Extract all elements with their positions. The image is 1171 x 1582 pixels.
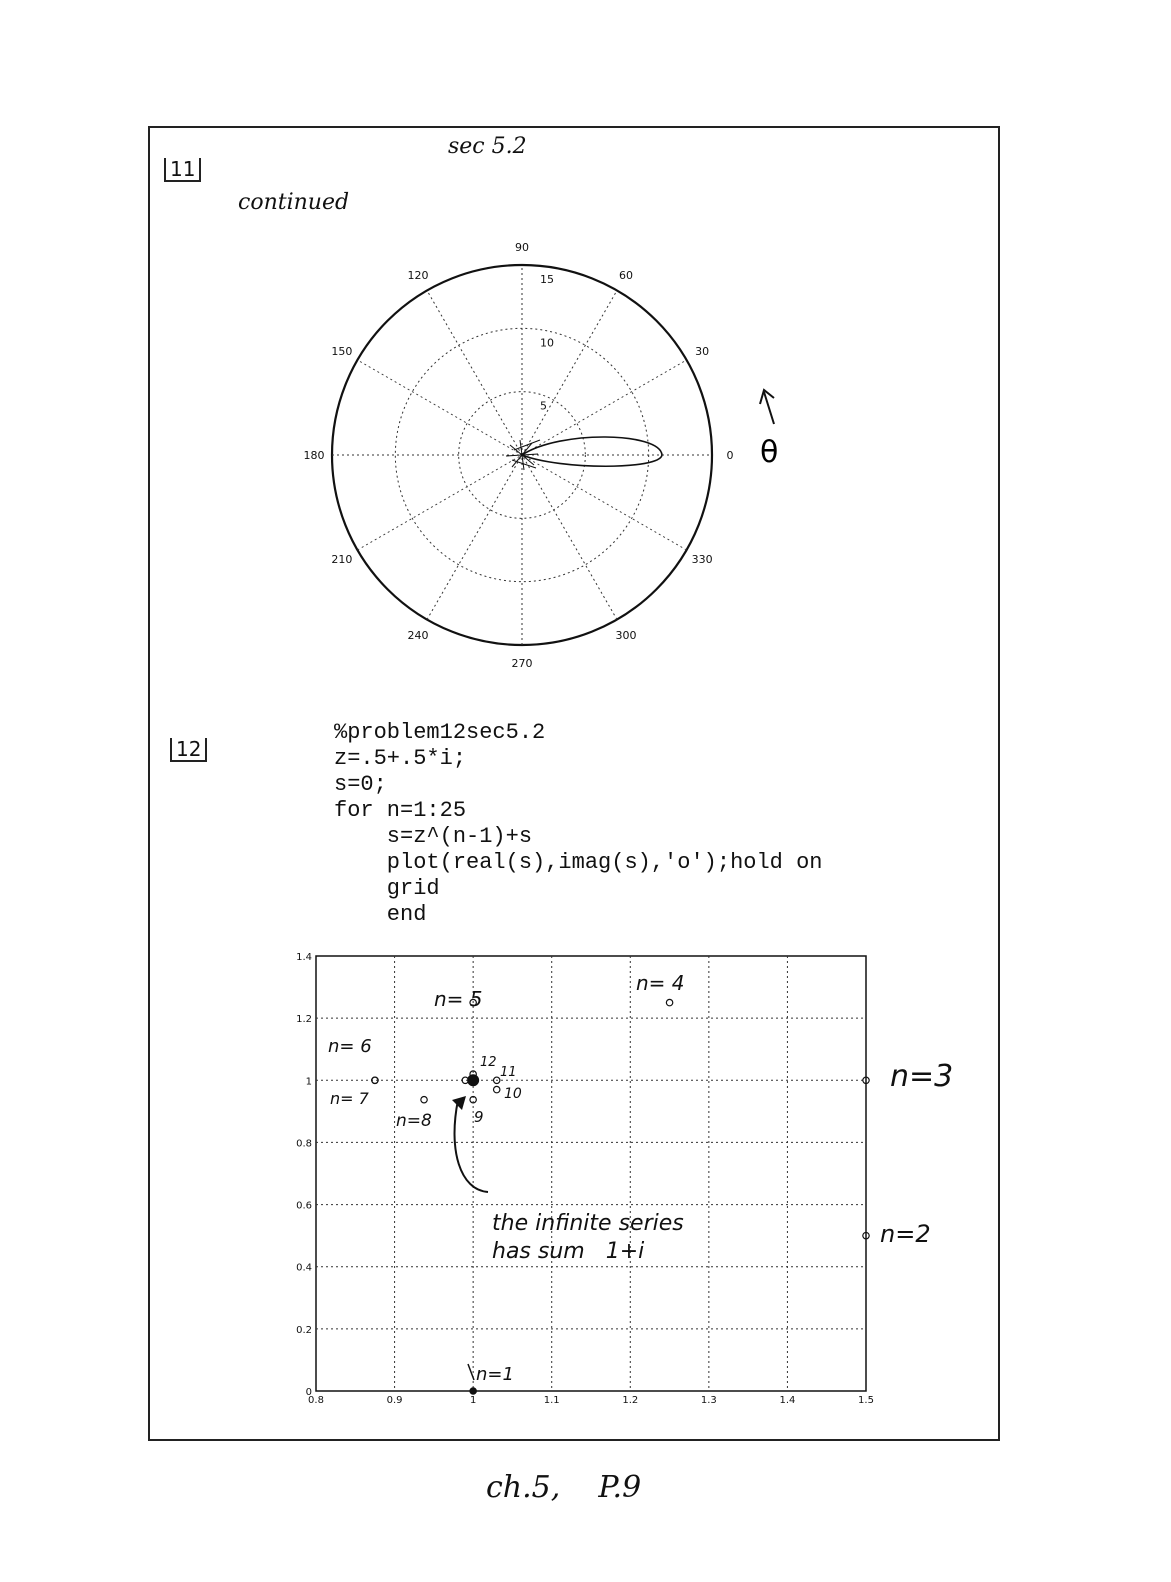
y-tick-label: 0.4: [296, 1262, 312, 1274]
label-n11: 11: [500, 1065, 517, 1080]
x-tick-label: 1.5: [858, 1395, 874, 1406]
code-line: grid: [334, 876, 440, 901]
label-n9: 9: [474, 1108, 484, 1126]
y-tick-label: 1.2: [296, 1014, 312, 1026]
polar-angle-label: 330: [691, 553, 713, 566]
y-tick-label: 1.4: [296, 952, 312, 963]
label-n10: 10: [504, 1086, 522, 1102]
section-label: sec 5.2: [448, 134, 527, 159]
x-tick-label: 0.8: [308, 1395, 324, 1406]
polar-angle-label: 90: [515, 241, 529, 254]
polar-angle-label: 150: [331, 345, 353, 358]
problem-11-number: 11: [164, 158, 201, 182]
polar-angle-label: 300: [615, 629, 637, 643]
theta-arrow: [760, 390, 774, 424]
label-n6: n= 6: [328, 1036, 372, 1057]
label-n3: n=3: [890, 1059, 954, 1094]
polar-angle-label: 0: [726, 449, 734, 462]
code-line: plot(real(s),imag(s),'o');hold on: [334, 850, 823, 875]
continued-label: continued: [238, 190, 350, 215]
theta-label: θ: [760, 435, 779, 470]
code-line: s=0;: [334, 772, 387, 797]
code-line: end: [334, 902, 427, 927]
polar-angle-label: 180: [303, 449, 325, 462]
label-n1: n=1: [476, 1364, 514, 1385]
note-line-2: has sum 1+i: [492, 1239, 645, 1264]
polar-angle-label: 240: [407, 629, 429, 643]
polar-angle-label: 270: [511, 657, 533, 670]
polar-angle-label: 210: [331, 553, 353, 566]
code-line: z=.5+.5*i;: [334, 746, 467, 771]
problem-12-number: 12: [170, 738, 207, 762]
polar-radius-label: 5: [540, 399, 547, 413]
polar-angle-label: 30: [695, 345, 710, 358]
label-n5: n= 5: [434, 987, 483, 1011]
polar-angle-label: 60: [619, 268, 633, 282]
y-tick-label: 1: [305, 1076, 312, 1088]
label-n2: n=2: [880, 1220, 931, 1248]
x-tick-label: 1: [469, 1395, 477, 1406]
y-tick-label: 0.2: [296, 1324, 312, 1336]
label-n4: n= 4: [636, 971, 685, 995]
polar-plot: [0, 0, 1171, 720]
code-line: %problem12sec5.2: [334, 720, 546, 745]
y-tick-label: 0.6: [296, 1200, 312, 1212]
x-tick-label: 1.2: [622, 1395, 639, 1406]
x-tick-label: 1.1: [543, 1395, 560, 1406]
label-n8: n=8: [396, 1111, 432, 1131]
polar-center-scribble: [506, 440, 540, 470]
label-n7: n= 7: [330, 1089, 369, 1108]
polar-radius-label: 15: [540, 273, 554, 286]
page-footer: ch.5, P.9: [486, 1470, 642, 1505]
label-n12: 12: [480, 1055, 497, 1070]
code-line: for n=1:25: [334, 798, 467, 823]
code-line: s=z^(n-1)+s: [334, 824, 533, 849]
note-line-1: the infinite series: [492, 1211, 684, 1236]
x-tick-label: 0.9: [386, 1395, 403, 1406]
polar-angle-label: 120: [407, 268, 429, 282]
polar-radius-label: 10: [540, 336, 554, 350]
x-tick-label: 1.4: [779, 1395, 796, 1406]
y-tick-label: 0.8: [296, 1138, 312, 1150]
y-tick-label: 0: [305, 1387, 312, 1398]
x-tick-label: 1.3: [700, 1395, 717, 1406]
matlab-code: [334, 720, 822, 928]
polar-lobe: [522, 437, 662, 466]
